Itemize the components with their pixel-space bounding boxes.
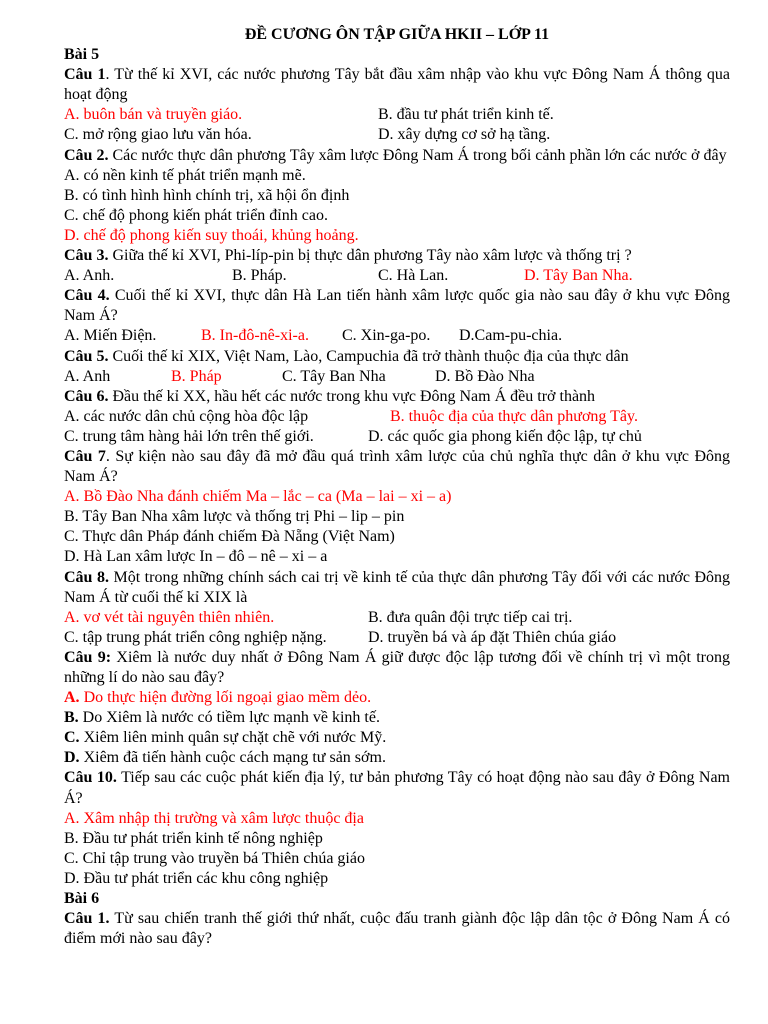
option-a-correct: A. Bồ Đào Nha đánh chiếm Ma – lắc – ca (Ma – lai – xi – a) xyxy=(64,488,452,506)
question-text: Cuối thế kỉ XVI, thực dân Hà Lan tiến hành xâm lược quốc gia nào sau đây ở khu vực Đông Nam Á? xyxy=(64,287,731,325)
question-text: . Sự kiện nào sau đây đã mở đầu quá trình xâm lược của chủ nghĩa thực dân ở khu vực Đông Nam Á? xyxy=(64,447,731,486)
option-text: Do Xiêm là nước có tiềm lực mạnh về kinh tế. xyxy=(78,709,380,727)
options-row xyxy=(64,266,730,286)
option-a: A. Miến Điện. xyxy=(64,327,157,345)
option-letter: C. xyxy=(64,729,80,747)
question-text: Các nước thực dân phương Tây xâm lược Đông Nam Á trong bối cảnh phần lớn các nước ở đây xyxy=(108,146,727,164)
question-8 xyxy=(64,568,730,608)
question-label: Câu 10. xyxy=(64,769,117,787)
lesson-heading: Bài 6 xyxy=(64,890,100,908)
option-b-correct: B. In-đô-nê-xi-a. xyxy=(201,327,309,345)
option-c: C. Xin-ga-po. xyxy=(342,327,431,345)
question-6 xyxy=(64,387,730,407)
question-text: Tiếp sau các cuộc phát kiến địa lý, tư bản phương Tây có hoạt động nào sau đây ở Đông Nam Á? xyxy=(64,769,731,807)
option-a: A. Anh xyxy=(64,367,111,385)
question-1 xyxy=(64,65,730,105)
question-label: Câu 3. xyxy=(64,247,109,265)
option-text: Xiêm đã tiến hành cuộc cách mạng tư sản sớm. xyxy=(79,749,386,767)
question-7 xyxy=(64,447,730,487)
option-a-correct: A. Xâm nhập thị trường và xâm lược thuộc địa xyxy=(64,809,364,827)
option-d: D. Đầu tư phát triển các khu công nghiệp xyxy=(64,869,329,887)
option-a-correct: A. vơ vét tài nguyên thiên nhiên. xyxy=(64,608,275,626)
option-c: C. trung tâm hàng hải lớn trên thế giới. xyxy=(64,427,314,445)
option-b: B. Đầu tư phát triển kinh tế nông nghiệp xyxy=(64,829,323,847)
option-text: Do thực hiện đường lối ngoại giao mềm dẻo. xyxy=(79,689,372,707)
question-text: Một trong những chính sách cai trị về kinh tế của thực dân phương Tây đối với các nước Đông Nam Á từ cuối thế kỉ XIX là xyxy=(64,568,730,606)
option-b: B. Tây Ban Nha xâm lược và thống trị Phi – lip – pin xyxy=(64,508,405,526)
option-b: B. đầu tư phát triển kinh tế. xyxy=(378,106,554,124)
question-text: Xiêm là nước duy nhất ở Đông Nam Á giữ được độc lập tương đối về chính trị vì một trong những lí do nào sau đây? xyxy=(64,648,731,686)
option-d: D. Hà Lan xâm lược In – đô – nê – xi – a xyxy=(64,548,328,566)
question-10 xyxy=(64,768,730,808)
option-letter: B. xyxy=(64,709,79,727)
option-c: C. Chỉ tập trung vào truyền bá Thiên chúa giáo xyxy=(64,849,365,867)
option-b: B. đưa quân đội trực tiếp cai trị. xyxy=(368,608,573,626)
question-3 xyxy=(64,246,730,266)
question-text: Giữa thế kỉ XVI, Phi-líp-pin bị thực dân phương Tây nào xâm lược và thống trị ? xyxy=(108,247,632,265)
question-label: Câu 7 xyxy=(64,447,106,465)
question-label: Câu 4. xyxy=(64,287,110,305)
options-row xyxy=(64,125,730,145)
options-row xyxy=(64,105,730,125)
options-row xyxy=(64,326,730,346)
lesson6-question-1 xyxy=(64,909,730,949)
question-label: Câu 6. xyxy=(64,387,109,405)
option-d-correct: D. chế độ phong kiến suy thoái, khủng hoảng. xyxy=(64,226,359,244)
option-a: A. Anh. xyxy=(64,267,115,285)
question-text: Từ sau chiến tranh thế giới thứ nhất, cuộc đấu tranh giành độc lập dân tộc ở Đông Nam Á có điểm mới nào sau đây? xyxy=(64,910,731,948)
option-d: D.Cam-pu-chia. xyxy=(459,327,563,345)
options-row xyxy=(64,407,730,427)
options-row xyxy=(64,608,730,628)
option-c: C. mở rộng giao lưu văn hóa. xyxy=(64,126,252,144)
document-title: ĐỀ CƯƠNG ÔN TẬP GIỮA HKII – LỚP 11 xyxy=(244,26,550,43)
question-label: Câu 1. xyxy=(64,910,110,928)
option-letter: A. xyxy=(64,689,80,707)
option-b: B. Pháp. xyxy=(232,267,287,285)
option-d: D. Bồ Đào Nha xyxy=(435,367,535,385)
option-c xyxy=(64,728,730,748)
option-d-correct: D. Tây Ban Nha. xyxy=(524,267,633,285)
lesson-heading: Bài 5 xyxy=(64,46,100,64)
options-row xyxy=(64,367,730,387)
option-a: A. có nền kinh tế phát triển mạnh mẽ. xyxy=(64,166,306,184)
option-d: D. các quốc gia phong kiến độc lập, tự chủ xyxy=(368,427,642,445)
question-text: Đầu thế kỉ XX, hầu hết các nước trong khu vực Đông Nam Á đều trở thành xyxy=(108,387,596,405)
option-a: A. các nước dân chủ cộng hòa độc lập xyxy=(64,407,309,425)
option-c: C. Hà Lan. xyxy=(378,267,449,285)
question-text: . Từ thế kỉ XVI, các nước phương Tây bắt đầu xâm nhập vào khu vực Đông Nam Á thông qua hoạt động xyxy=(64,66,731,104)
question-label: Câu 2. xyxy=(64,146,109,164)
option-b-correct: B. thuộc địa của thực dân phương Tây. xyxy=(390,407,638,425)
options-row xyxy=(64,628,730,648)
option-a-correct xyxy=(64,688,730,708)
question-label: Câu 9: xyxy=(64,648,112,666)
question-4 xyxy=(64,286,730,326)
option-c: C. tập trung phát triển công nghiệp nặng. xyxy=(64,628,327,646)
option-d xyxy=(64,748,730,768)
question-5 xyxy=(64,347,730,367)
option-b xyxy=(64,708,730,728)
option-d: D. truyền bá và áp đặt Thiên chúa giáo xyxy=(368,628,617,646)
option-b-correct: B. Pháp xyxy=(171,367,222,385)
option-c: C. Thực dân Pháp đánh chiếm Đà Nẵng (Việt Nam) xyxy=(64,528,395,546)
question-label: Câu 8. xyxy=(64,568,109,586)
question-text: Cuối thế kỉ XIX, Việt Nam, Lào, Campuchia đã trở thành thuộc địa của thực dân xyxy=(108,347,629,365)
document-page xyxy=(64,25,730,949)
question-9 xyxy=(64,648,730,688)
option-b: B. có tình hình hình chính trị, xã hội ổn định xyxy=(64,186,350,204)
option-c: C. Tây Ban Nha xyxy=(282,367,386,385)
option-a-correct: A. buôn bán và truyền giáo. xyxy=(64,106,243,124)
question-2 xyxy=(64,146,730,166)
question-label: Câu 5. xyxy=(64,347,109,365)
options-row xyxy=(64,427,730,447)
option-text: Xiêm liên minh quân sự chặt chẽ với nước Mỹ. xyxy=(79,729,387,747)
option-letter: D. xyxy=(64,749,80,767)
question-label: Câu 1 xyxy=(64,66,106,84)
option-d: D. xây dựng cơ sở hạ tầng. xyxy=(378,126,551,144)
option-c: C. chế độ phong kiến phát triển đỉnh cao. xyxy=(64,206,328,224)
